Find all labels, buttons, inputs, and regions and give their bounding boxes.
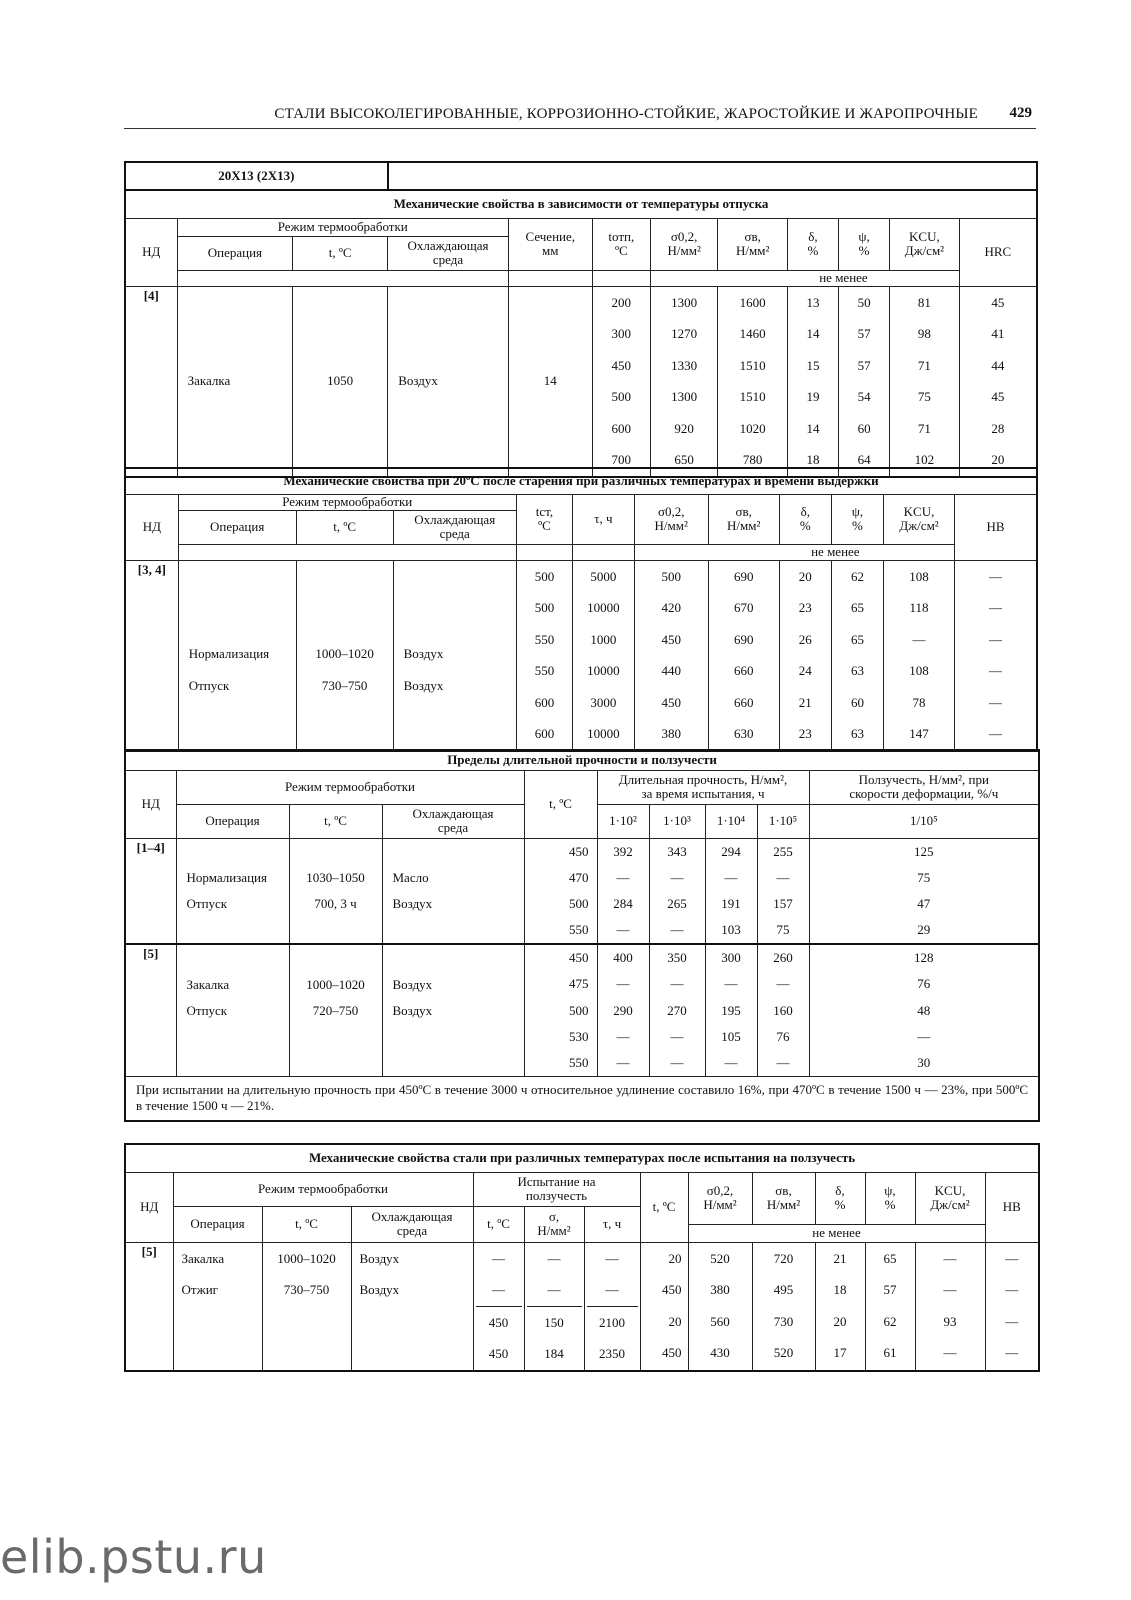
col-tensile: σв, Н/мм²: [718, 218, 788, 270]
temperatures: 1000–1020 730–750: [296, 560, 393, 751]
temperatures: 1030–1050 700, 3 ч: [289, 838, 382, 944]
col-elongation: δ, %: [779, 494, 831, 544]
col-reduction: ψ, %: [865, 1172, 915, 1224]
col-yield: σ0,2, Н/мм²: [650, 218, 717, 270]
coolings: Воздух Воздух: [382, 944, 524, 1076]
running-title: СТАЛИ ВЫСОКОЛЕГИРОВАННЫЕ, КОРРОЗИОННО-СТОЙКИЕ, ЖАРОСТОЙКИЕ И ЖАРОПРОЧНЫЕ: [274, 106, 978, 122]
col-creep-rate: 1/10⁵: [809, 804, 1039, 838]
page-number: 429: [1009, 105, 1032, 121]
nd-ref: [1–4]: [125, 838, 176, 944]
col-temp: t, ºC: [296, 510, 393, 544]
running-header: [124, 104, 1036, 129]
col-time-1e3: 1·10³: [649, 804, 705, 838]
col-hardness: НВ: [985, 1172, 1039, 1242]
col-creep-time: τ, ч: [584, 1206, 640, 1242]
col-nd: НД: [125, 218, 177, 286]
nd-ref: [4]: [125, 286, 177, 477]
col-creep-temp: t, ºC: [473, 1206, 524, 1242]
col-temp: t, ºC: [262, 1206, 351, 1242]
col-nd: НД: [125, 1172, 173, 1242]
col-regime: Режим термообработки: [177, 218, 508, 236]
operations: Закалка Отжиг: [173, 1242, 262, 1371]
table-after-creep: Механические свойства стали при различных температурах после испытания на ползучесть НД Режим термообработки Испытание на ползучесть t, ºC σ0,2, Н/мм² σв, Н/мм² δ, % ψ, % KCU, Дж/см² НВ Операция t, ºC Охлаждающая среда t, ºC σ, Н/мм² τ, ч не менее [5] Закалка Отжиг 1000–1020 730–750 Воздух Воздух — — 450 450 — — 150 184 — — 2100 2350 20 450 20 450 520 380 560 430 720 495 730 520 21 18 20 17 65 57 62 61 — — 93 — — — — —: [124, 1143, 1040, 1372]
col-test-temp: t, ºC: [640, 1172, 688, 1242]
col-elongation: δ, %: [815, 1172, 865, 1224]
col-reduction: ψ, %: [839, 218, 890, 270]
col-impact: KCU, Дж/см²: [884, 494, 955, 544]
col-cooling: Охлаждающая среда: [393, 510, 516, 544]
col-nd: НД: [125, 494, 178, 560]
col-yield: σ0,2, Н/мм²: [634, 494, 708, 544]
temperatures: 1000–1020 720–750: [289, 944, 382, 1076]
col-cooling: Охлаждающая среда: [382, 804, 524, 838]
test-note: При испытании на длительную прочность при 450ºC в течение 3000 ч относительное удлинение составило 16%, при 470ºC в течение 1500 ч — 23%, при 500ºC в течение 1500 ч — 21%.: [125, 1077, 1039, 1121]
col-aging-temp: tст, ºC: [516, 494, 572, 544]
col-time-1e4: 1·10⁴: [705, 804, 757, 838]
col-rupture-strength: Длительная прочность, Н/мм², за время испытания, ч: [597, 770, 809, 804]
col-cooling: Охлаждающая среда: [351, 1206, 473, 1242]
min-values-note: не менее: [650, 270, 1037, 286]
col-creep: Ползучесть, Н/мм², при скорости деформации, %/ч: [809, 770, 1039, 804]
col-regime: Режим термообработки: [173, 1172, 473, 1206]
col-temp: t, ºC: [293, 236, 388, 270]
operations: Нормализация Отпуск: [176, 838, 289, 944]
operation: Закалка: [177, 286, 293, 477]
temperatures: 1000–1020 730–750: [262, 1242, 351, 1371]
col-nd: НД: [125, 770, 176, 838]
col-time: τ, ч: [573, 494, 635, 544]
col-impact: KCU, Дж/см²: [915, 1172, 985, 1224]
col-tempering-temp: tотп, ºC: [592, 218, 650, 270]
coolings: Воздух Воздух: [393, 560, 516, 751]
section-title: Механические свойства при 20ºC после старения при различных температурах и времени выдержки: [125, 468, 1037, 494]
col-cooling: Охлаждающая среда: [388, 236, 509, 270]
section-size: 14: [508, 286, 592, 477]
col-section: Сечение, мм: [508, 218, 592, 270]
col-tensile: σв, Н/мм²: [708, 494, 779, 544]
operations: Нормализация Отпуск: [178, 560, 296, 751]
temperature: 1050: [293, 286, 388, 477]
col-hardness: HRC: [959, 218, 1037, 286]
col-hardness: НВ: [955, 494, 1038, 560]
section-title: Механические свойства в зависимости от температуры отпуска: [125, 190, 1037, 218]
col-creep-stress: σ, Н/мм²: [524, 1206, 584, 1242]
col-temp-test: t, ºC: [524, 770, 597, 838]
section-title: Пределы длительной прочности и ползучести: [125, 750, 1039, 770]
col-creep-test: Испытание на ползучесть: [473, 1172, 640, 1206]
col-operation: Операция: [177, 236, 293, 270]
nd-ref: [5]: [125, 1242, 173, 1371]
section-title: Механические свойства стали при различных температурах после испытания на ползучесть: [125, 1144, 1039, 1172]
col-time-1e5: 1·10⁵: [757, 804, 809, 838]
table-aging: Механические свойства при 20ºC после старения при различных температурах и времени выдержки НД Режим термообработки tст, ºC τ, ч σ0,2, Н/мм² σв, Н/мм² δ, % ψ, % KCU, Дж/см² НВ Операция t, ºC Охлаждающая среда не менее [3, 4] Нормализация Отпуск 1000–1020 730–750 Воздух Воздух 500 500 550 550 600 600 5000 10000 1000 10000 3000 10000 500 420 450 440 450 380 690 670 690 660 660 630 20 23 26 24 21 23 62 65 65 63 60 63 108 118 — 108 78 147 — — — — — —: [124, 467, 1038, 752]
col-tensile: σв, Н/мм²: [752, 1172, 815, 1224]
col-operation: Операция: [173, 1206, 262, 1242]
steel-grade: 20Х13 (2Х13): [125, 162, 388, 190]
col-reduction: ψ, %: [831, 494, 883, 544]
col-operation: Операция: [176, 804, 289, 838]
table-tempering: 20Х13 (2Х13) Механические свойства в зависимости от температуры отпуска НД Режим термообработки Сечение, мм tотп, ºC σ0,2, Н/мм² σв, Н/мм² δ, % ψ, % KCU, Дж/см² HRC Операция t, ºC Охлаждающая среда не менее [4] Закалка 1050 Воздух 14 200 300 450 500 600 700 1300 1270 1330 1300 920 650 1600 1460 1510 1510 1020 780 13 14 15 19 14 18 50 57 57 54 60 64 81 98 71 75 71 102 45 41 44 45 28 20: [124, 161, 1038, 478]
watermark: elib.pstu.ru: [0, 1530, 267, 1584]
col-regime: Режим термообработки: [178, 494, 516, 510]
col-yield: σ0,2, Н/мм²: [688, 1172, 752, 1224]
cooling: Воздух: [388, 286, 509, 477]
col-regime: Режим термообработки: [176, 770, 524, 804]
nd-ref: [5]: [125, 944, 176, 1076]
min-values-note: не менее: [634, 544, 1037, 560]
coolings: Масло Воздух: [382, 838, 524, 944]
min-values-note: не менее: [688, 1224, 985, 1242]
operations: Закалка Отпуск: [176, 944, 289, 1076]
table-creep-rupture: Пределы длительной прочности и ползучести НД Режим термообработки t, ºC Длительная прочность, Н/мм², за время испытания, ч Ползучесть, Н/мм², при скорости деформации, %/ч Операция t, ºC Охлаждающая среда 1·10² 1·10³ 1·10⁴ 1·10⁵ 1/10⁵ [1–4] Нормализация Отпуск 1030–1050 700, 3 ч Масло Воздух 450 470 500 550 392 — 284 — 343 — 265 — 294 — 191 103 255 — 157 75 125 75 47 29 [5] Закалка Отпуск 1000–1020 720–750 Воздух Воздух 450 475 500 530 550 400 — 290 — — 350 — 270 — — 300 — 195 105 — 260 — 160 76 — 128 76 48 — 30 При испытании на длительную прочность при 450ºC в течение 3000 ч относительное удлинение составило 16%, при 470ºC в течение 1500 ч — 23%, при 500ºC в течение 1500 ч — 21%.: [124, 749, 1040, 1122]
coolings: Воздух Воздух: [351, 1242, 473, 1371]
col-elongation: δ, %: [787, 218, 838, 270]
col-temp: t, ºC: [289, 804, 382, 838]
col-operation: Операция: [178, 510, 296, 544]
col-impact: KCU, Дж/см²: [890, 218, 960, 270]
nd-ref: [3, 4]: [125, 560, 178, 751]
col-time-1e2: 1·10²: [597, 804, 649, 838]
